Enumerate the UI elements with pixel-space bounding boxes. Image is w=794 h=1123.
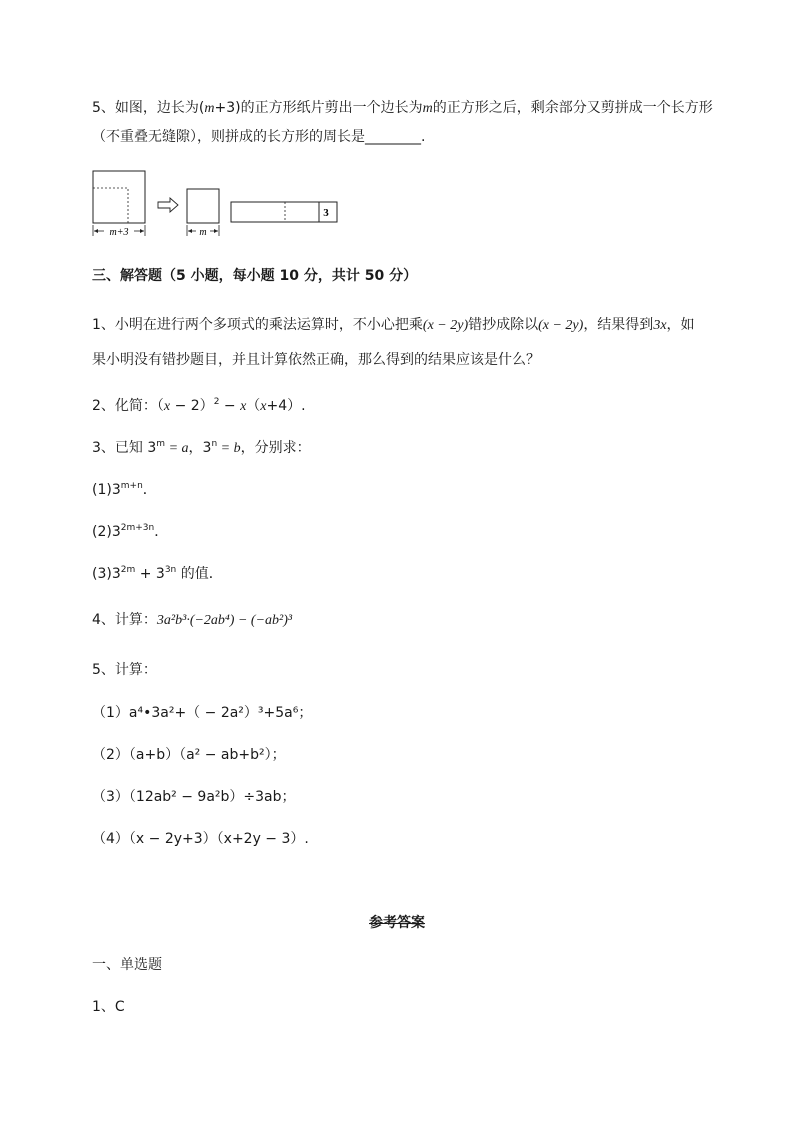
section-3-title: 三、解答题（5 小题，每小题 10 分，共计 50 分） <box>92 268 418 284</box>
q5-part1: （1）a⁴•3a²+（ − 2a²）³+5a⁶； <box>92 705 313 721</box>
q5-part3: （3）（12ab² − 9a²b）÷3ab； <box>92 789 296 805</box>
q3-part1: $(1)3^{m+n}$． <box>92 481 157 498</box>
answer-blank[interactable]: ________ <box>365 129 421 145</box>
label-rectangle: 3 <box>323 207 329 219</box>
transform-arrow-icon <box>158 198 178 212</box>
answers-section-1: 一、单选题 <box>92 957 162 973</box>
q5-part2: （2）（a+b）（a² − ab+b²）； <box>92 747 286 763</box>
q5-part4: （4）（x − 2y+3）（x+2y − 3）. <box>92 831 309 847</box>
big-square <box>93 171 145 223</box>
answers-title: 参考答案 <box>369 915 425 931</box>
q5-fill-line1: 5、如图，边长为(m+3)的正方形纸片剪出一个边长为m的正方形之后，剩余部分又剪拼成一个长方形 <box>92 100 713 116</box>
q1-line1: 1、小明在进行两个多项式的乘法运算时，不小心把乘(x − 2y)错抄成除以(x − 2y)，结果得到3x，如 <box>92 317 695 333</box>
answer-1: 1、C <box>92 999 125 1015</box>
label-small-square: m <box>199 227 207 238</box>
small-square <box>187 189 219 223</box>
cut-line <box>93 188 128 223</box>
q3-part3: $(3)3^{2m} + 3^{3n}$ 的值． <box>92 565 223 582</box>
result-rectangle <box>231 202 337 222</box>
square-figure <box>90 168 350 242</box>
q5-fill-line2: （不重叠无缝隙），则拼成的长方形的周长是________. <box>92 129 426 145</box>
label-big-square: m+3 <box>109 227 129 238</box>
q5-title: 5、计算： <box>92 662 157 678</box>
q1-line2: 果小明没有错抄题目，并且计算依然正确，那么得到的结果应该是什么？ <box>92 352 540 368</box>
q3-line: 3、已知 $3^m = a$，$3^n = b$，分别求： <box>92 439 311 456</box>
q3-part2: $(2)3^{2m+3n}$． <box>92 523 169 540</box>
q4-line: 4、计算：3a²b³·(−2ab⁴) − (−ab²)³ <box>92 612 293 628</box>
q2-line: 2、化简：$(x - 2)^2 - x(x+4)$. <box>92 397 306 414</box>
